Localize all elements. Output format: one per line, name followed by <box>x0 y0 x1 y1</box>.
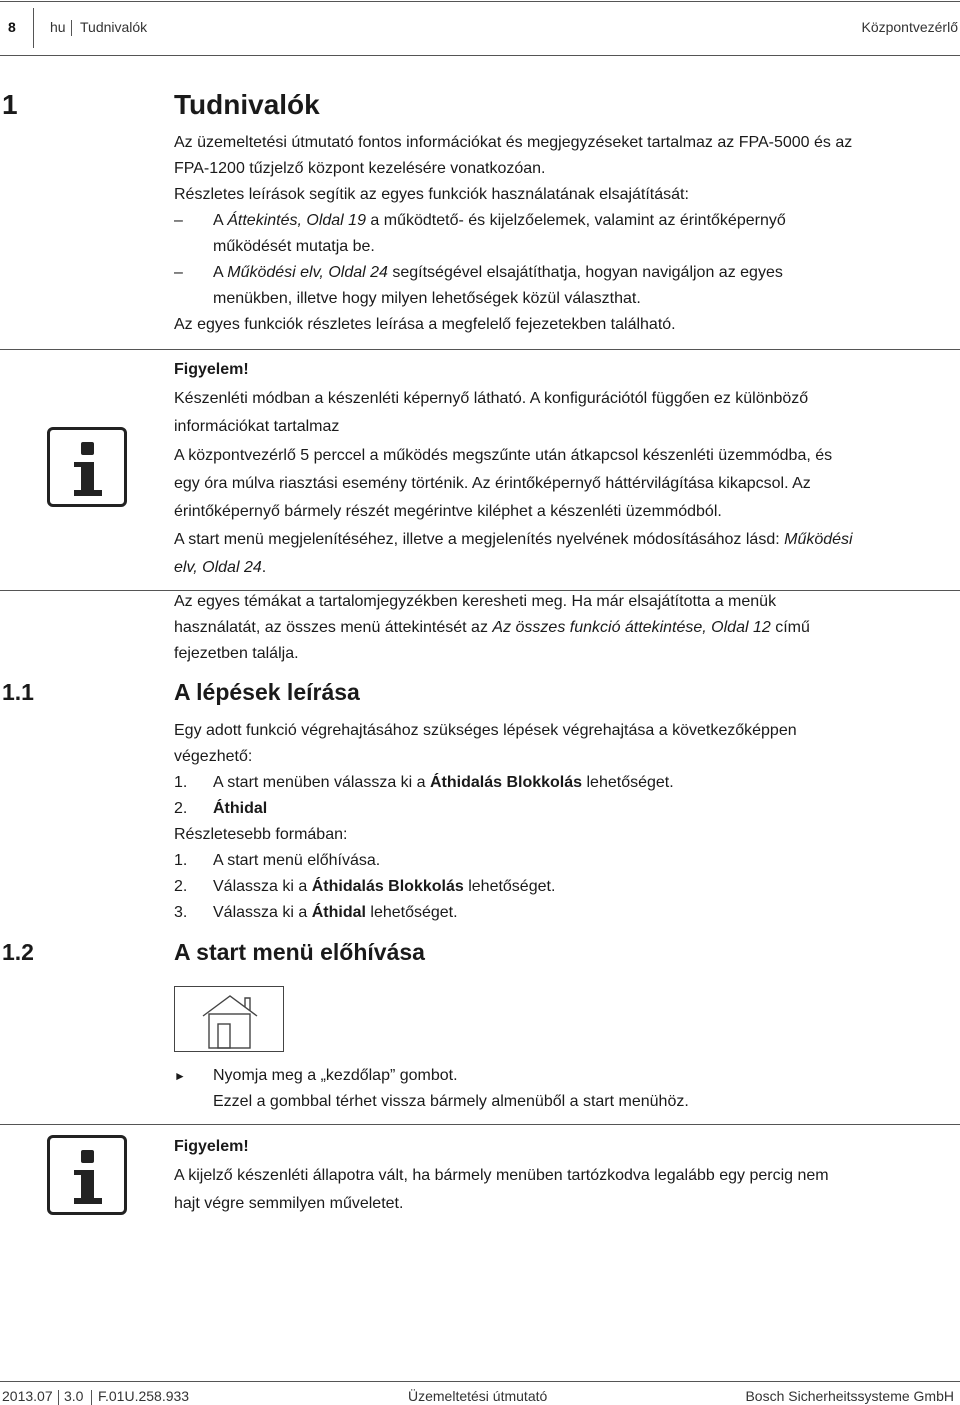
cross-reference-link[interactable]: Az összes funkció áttekintése, Oldal 12 <box>492 619 771 636</box>
notice-line: Készenléti módban a készenléti képernyő látható. A konfigurációtól függően ez különböző <box>174 390 809 407</box>
step-text: Nyomja meg a „kezdőlap” gombot. <box>213 1067 458 1084</box>
bullet-item-continuation: menükben, illetve hogy milyen lehetőségek közül választhat. <box>213 290 641 307</box>
footer-rule <box>0 1381 960 1382</box>
text: A <box>213 212 228 229</box>
bullet-dash: – <box>174 264 183 281</box>
notice-line <box>174 531 853 549</box>
notice-title: Figyelem! <box>174 1138 249 1155</box>
info-icon-dot <box>81 1150 94 1163</box>
section-title: Tudnivalók <box>174 89 320 120</box>
text: lehetőséget. <box>463 878 556 895</box>
section-number: 1 <box>2 89 18 120</box>
notice-line <box>174 559 266 577</box>
notice-top-rule <box>0 349 960 350</box>
header-rule <box>0 55 960 56</box>
home-icon <box>174 986 284 1052</box>
footer-center: Üzemeltetési útmutató <box>408 1388 548 1404</box>
step-arrow-icon: ► <box>174 1069 186 1083</box>
footer-version: 3.0 <box>64 1388 84 1404</box>
notice-line: egy óra múlva riasztási esemény történik. Az érintőképernyő háttérvilágítása kikapcsol. Az <box>174 475 811 492</box>
page-number: 8 <box>8 19 16 35</box>
info-icon-base <box>74 490 102 496</box>
subsection-title: A start menü előhívása <box>174 939 425 965</box>
text: lehetőséget. <box>365 904 458 921</box>
menu-option-name: Áthidalás Blokkolás <box>430 774 583 791</box>
header-divider <box>71 20 72 36</box>
list-number: 1. <box>174 774 188 791</box>
notice-line: információkat tartalmaz <box>174 418 340 435</box>
subsection-number: 1.2 <box>2 939 34 965</box>
info-icon <box>47 1135 127 1215</box>
list-number: 3. <box>174 904 188 921</box>
notice-line: A kijelző készenléti állapotra vált, ha bármely menüben tartózkodva legalább egy percig nem <box>174 1167 829 1184</box>
paragraph-line: FPA-1200 tűzjelző központ kezelésére vonatkozóan. <box>174 160 546 177</box>
paragraph-line: végezhető: <box>174 748 253 765</box>
text: Válassza ki a <box>213 904 312 921</box>
cross-reference-link[interactable]: Működési <box>784 531 853 548</box>
text: Válassza ki a <box>213 878 312 895</box>
bullet-dash: – <box>174 212 183 229</box>
subsection-number: 1.1 <box>2 679 34 705</box>
paragraph-line: fejezetben találja. <box>174 645 299 662</box>
notice-bottom-rule <box>0 590 960 591</box>
header-divider <box>33 8 34 48</box>
notice-line: hajt végre semmilyen műveletet. <box>174 1195 404 1212</box>
footer-date: 2013.07 <box>2 1388 53 1404</box>
bullet-item <box>213 212 786 230</box>
notice-line: érintőképernyő bármely részét megérintve kiléphet a készenléti üzemmódból. <box>174 503 722 520</box>
step-result: Ezzel a gombbal térhet vissza bármely almenüből a start menühöz. <box>213 1093 689 1110</box>
list-item: Áthidal <box>213 800 268 817</box>
header-right: Központvezérlő <box>861 19 958 35</box>
cross-reference-link[interactable]: Áttekintés, Oldal 19 <box>227 212 366 229</box>
notice-top-rule <box>0 1124 960 1125</box>
info-icon-base <box>74 1198 102 1204</box>
text: című <box>770 619 810 636</box>
text: a működtető- és kijelzőelemek, valamint az érintőképernyő <box>365 212 786 229</box>
notice-title: Figyelem! <box>174 361 249 378</box>
paragraph-line: Az egyes témákat a tartalomjegyzékben keresheti meg. Ha már elsajátította a menük <box>174 593 777 610</box>
subsection-title: A lépések leírása <box>174 679 360 705</box>
menu-option-name: Áthidalás Blokkolás <box>311 878 464 895</box>
text: A start menü megjelenítéséhez, illetve a megjelenítés nyelvének módosításához lásd: <box>174 531 785 548</box>
list-item <box>213 774 674 792</box>
notice-line: A központvezérlő 5 perccel a működés megszűnte után átkapcsol készenléti üzemmódba, és <box>174 447 833 464</box>
text: A start menüben válassza ki a <box>213 774 430 791</box>
footer-divider <box>91 1390 92 1405</box>
text: lehetőséget. <box>582 774 674 791</box>
footer-divider <box>58 1390 59 1405</box>
list-item: A start menü előhívása. <box>213 852 381 869</box>
home-icon-glyph <box>175 987 283 1051</box>
list-number: 1. <box>174 852 188 869</box>
header-section: Tudnivalók <box>80 19 148 35</box>
list-item <box>213 904 458 922</box>
text: A <box>213 264 228 281</box>
header-top-rule <box>0 1 960 2</box>
text: . <box>261 559 267 576</box>
paragraph-line: Az üzemeltetési útmutató fontos információkat és megjegyzéseket tartalmaz az FPA-5000 és az <box>174 134 853 151</box>
bullet-item <box>213 264 783 282</box>
footer-doc-number: F.01U.258.933 <box>98 1388 190 1404</box>
paragraph-line: Az egyes funkciók részletes leírása a megfelelő fejezetekben található. <box>174 316 676 333</box>
list-number: 2. <box>174 878 188 895</box>
list-item <box>213 878 555 896</box>
info-icon <box>47 427 127 507</box>
text: használatát, az összes menü áttekintését az <box>174 619 493 636</box>
cross-reference-link[interactable]: Működési elv, Oldal 24 <box>227 264 388 281</box>
cross-reference-link[interactable]: elv, Oldal 24 <box>174 559 262 576</box>
list-number: 2. <box>174 800 188 817</box>
bullet-item-continuation: működését mutatja be. <box>213 238 375 255</box>
paragraph-line <box>174 619 810 637</box>
text: segítségével elsajátíthatja, hogyan navigáljon az egyes <box>387 264 783 281</box>
paragraph-line: Egy adott funkció végrehajtásához szükséges lépések végrehajtása a következőképpen <box>174 722 797 739</box>
menu-option-name: Áthidal <box>311 904 366 921</box>
info-icon-dot <box>81 442 94 455</box>
paragraph-line: Részletesebb formában: <box>174 826 348 843</box>
header-lang: hu <box>50 19 66 35</box>
footer-company: Bosch Sicherheitssysteme GmbH <box>745 1388 954 1404</box>
paragraph-line: Részletes leírások segítik az egyes funkciók használatának elsajátítását: <box>174 186 689 203</box>
